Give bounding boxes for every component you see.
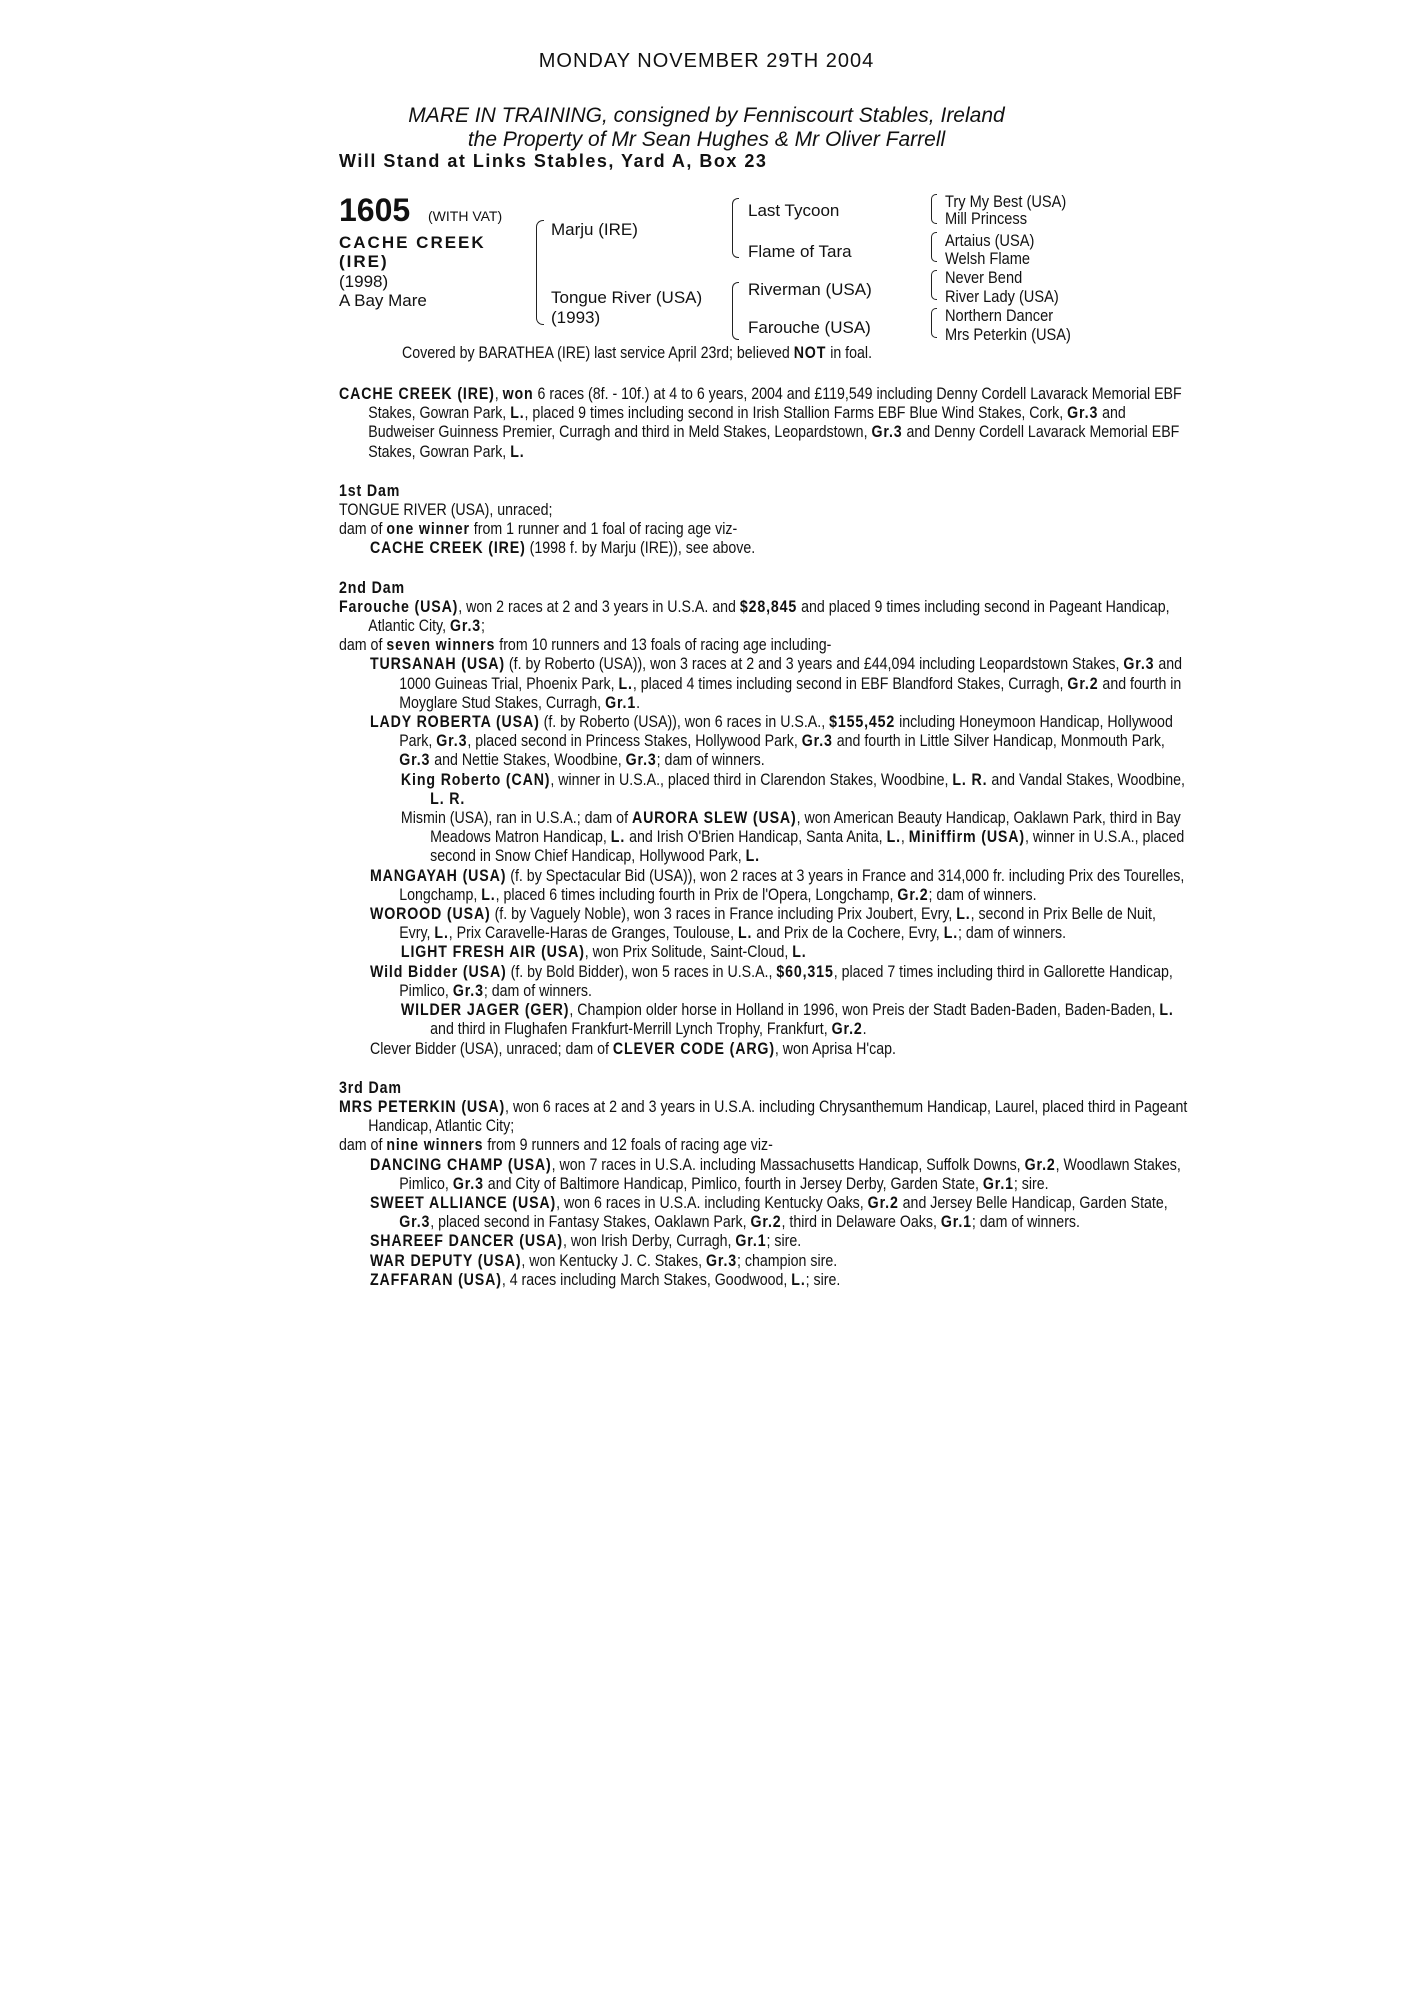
plain-text: and Prix de la Cochere, Evry, bbox=[752, 924, 944, 943]
record-line bbox=[339, 809, 1190, 867]
plain-text: , placed 4 times including second in EBF Blandford Stakes, Curragh, bbox=[632, 674, 1068, 693]
bold-text: Gr.1 bbox=[982, 1174, 1014, 1193]
record-line bbox=[339, 867, 1190, 905]
plain-text: , Prix Caravelle-Haras de Granges, Toulouse, bbox=[448, 924, 738, 943]
sale-date: MONDAY NOVEMBER 29TH 2004 bbox=[538, 50, 875, 72]
plain-text: (f. by Roberto (USA)), won 6 races in U.S.A., bbox=[539, 713, 830, 732]
pedigree-sire: Marju (IRE) bbox=[551, 220, 638, 239]
record-line bbox=[339, 1271, 1190, 1290]
plain-text: and placed 9 times including second in Pageant Handicap, Atlantic City, bbox=[368, 597, 1170, 636]
record-heading-line bbox=[339, 1098, 1190, 1136]
plain-text: and Jersey Belle Handicap, Garden State, bbox=[898, 1193, 1168, 1212]
pedigree-sire-sire: Last Tycoon bbox=[748, 201, 840, 220]
record-line bbox=[339, 1040, 1190, 1059]
covering-note bbox=[402, 344, 872, 363]
bold-text: CACHE CREEK (IRE) bbox=[369, 539, 526, 558]
record-heading-line bbox=[339, 482, 1190, 501]
pedigree-g7: Northern Dancer bbox=[945, 306, 1054, 325]
bold-text: LIGHT FRESH AIR (USA) bbox=[400, 943, 585, 962]
plain-text: ; dam of winners. bbox=[971, 1213, 1080, 1232]
record-line bbox=[339, 1252, 1190, 1271]
plain-text: , third in Delaware Oaks, bbox=[781, 1213, 941, 1232]
bold-text: Gr.2 bbox=[897, 885, 929, 904]
plain-text: ; dam of winners. bbox=[656, 751, 765, 770]
spacer bbox=[339, 462, 1190, 482]
record-line bbox=[339, 1156, 1190, 1194]
bold-text: Gr.3 bbox=[1123, 655, 1155, 674]
pedigree-dam-sire: Riverman (USA) bbox=[748, 280, 872, 299]
bold-text: one winner bbox=[386, 520, 470, 539]
consignment-line-1: MARE IN TRAINING, consigned by Fenniscourt Stables, Ireland bbox=[408, 104, 1005, 127]
plain-text: and Budweiser Guinness Premier, Curragh and third in Meld Stakes, Leopardstown, bbox=[368, 404, 1126, 442]
plain-text: dam of bbox=[339, 636, 387, 655]
plain-text: ; dam of winners. bbox=[958, 924, 1067, 943]
plain-text: (f. by Bold Bidder), won 5 races in U.S.A., bbox=[506, 962, 777, 981]
bold-text: WAR DEPUTY (USA) bbox=[369, 1251, 522, 1270]
record-line bbox=[339, 963, 1190, 1001]
record-line bbox=[339, 1194, 1190, 1232]
plain-text: dam of bbox=[339, 1136, 387, 1155]
bold-text: L. bbox=[610, 828, 626, 847]
bold-text: Gr.3 bbox=[436, 732, 468, 751]
record-line bbox=[339, 636, 1190, 655]
plain-text: from 10 runners and 13 foals of racing age including- bbox=[495, 636, 832, 655]
bold-text: L. bbox=[886, 828, 901, 847]
plain-text: , won Irish Derby, Curragh, bbox=[562, 1232, 736, 1251]
plain-text: , won Kentucky J. C. Stakes, bbox=[521, 1251, 706, 1270]
pedigree-g6: River Lady (USA) bbox=[945, 287, 1059, 306]
bold-text: Gr.3 bbox=[801, 732, 833, 751]
plain-text: and fourth in Moyglare Stud Stakes, Curragh, bbox=[399, 674, 1182, 712]
consignment-line-2: the Property of Mr Sean Hughes & Mr Oliver Farrell bbox=[467, 128, 946, 151]
plain-text: including Honeymoon Handicap, Hollywood Park, bbox=[399, 713, 1173, 751]
plain-text: TONGUE RIVER (USA), unraced; bbox=[339, 501, 553, 520]
bold-text: 2nd Dam bbox=[339, 578, 405, 597]
horse-name-text: CACHE CREEK bbox=[339, 233, 486, 252]
bold-text: L. bbox=[481, 885, 496, 904]
bold-text: 3rd Dam bbox=[339, 1078, 402, 1097]
racing-record bbox=[339, 385, 1189, 1290]
plain-text: , bbox=[900, 828, 909, 847]
plain-text: , winner in U.S.A., placed second in Snow Chief Handicap, Hollywood Park, bbox=[430, 828, 1185, 866]
record-line bbox=[339, 771, 1190, 809]
plain-text: . bbox=[636, 693, 641, 712]
plain-text: and third in Flughafen Frankfurt-Merrill Lynch Trophy, Frankfurt, bbox=[430, 1020, 832, 1039]
pedigree-g5: Never Bend bbox=[945, 268, 1023, 287]
horse-name bbox=[339, 233, 486, 271]
plain-text: , Woodlawn Stakes, Pimlico, bbox=[399, 1155, 1181, 1193]
bold-text: Gr.2 bbox=[750, 1213, 782, 1232]
plain-text: , won 7 races in U.S.A. including Massachusetts Handicap, Suffolk Downs, bbox=[551, 1155, 1025, 1174]
bold-text: nine winners bbox=[386, 1136, 484, 1155]
second-dam-section bbox=[339, 579, 1190, 1059]
covering-text: Covered by BARATHEA (IRE) last service April 23rd; believed bbox=[402, 344, 790, 362]
plain-text: , Champion older horse in Holland in 1996, won Preis der Stadt Baden-Baden, Baden-Baden, bbox=[569, 1001, 1160, 1020]
plain-text: and Denny Cordell Lavarack Memorial EBF Stakes, Gowran Park, bbox=[368, 423, 1180, 461]
plain-text: and Nettie Stakes, Woodbine, bbox=[430, 751, 626, 770]
horse-description: A Bay Mare bbox=[339, 291, 427, 310]
plain-text: (f. by Vaguely Noble), won 3 races in France including Prix Joubert, Evry, bbox=[490, 905, 957, 924]
bold-text: WILDER JAGER (GER) bbox=[400, 1001, 570, 1020]
record-line bbox=[339, 1001, 1190, 1039]
bold-text: L. bbox=[792, 943, 807, 962]
bold-text: L. bbox=[434, 924, 449, 943]
pedigree-sire-dam: Flame of Tara bbox=[748, 242, 852, 261]
bold-text: $60,315 bbox=[776, 962, 834, 981]
plain-text: . bbox=[862, 1020, 867, 1039]
bold-text: DANCING CHAMP (USA) bbox=[369, 1155, 552, 1174]
bold-text: L. bbox=[737, 924, 753, 943]
pedigree-brace-g1 bbox=[931, 194, 937, 224]
main-record bbox=[339, 385, 1190, 462]
plain-text: , won 6 races in U.S.A. including Kentucky Oaks, bbox=[556, 1193, 868, 1212]
bold-text: Gr.3 bbox=[871, 423, 903, 442]
record-line bbox=[339, 1136, 1190, 1155]
plain-text: , bbox=[494, 385, 503, 403]
record-line bbox=[339, 539, 1190, 558]
bold-text: TURSANAH (USA) bbox=[369, 655, 505, 674]
record-line bbox=[339, 501, 1190, 520]
bold-text: Gr.2 bbox=[867, 1193, 899, 1212]
bold-text: Gr.3 bbox=[625, 751, 657, 770]
plain-text: from 9 runners and 12 foals of racing age viz- bbox=[483, 1136, 773, 1155]
pedigree-brace-g4 bbox=[931, 308, 937, 338]
bold-text: Farouche (USA) bbox=[339, 597, 459, 616]
record-heading-line bbox=[339, 598, 1190, 636]
plain-text: , placed 9 times including second in Irish Stallion Farms EBF Blue Wind Stakes, Cork, bbox=[524, 404, 1068, 423]
plain-text: ; bbox=[481, 617, 485, 636]
plain-text: , 4 races including March Stakes, Goodwood, bbox=[501, 1270, 792, 1289]
bold-text: L. bbox=[943, 924, 959, 943]
pedigree-brace-sire bbox=[732, 198, 739, 258]
bold-text: L. R. bbox=[430, 789, 466, 808]
plain-text: , won Prix Solitude, Saint-Cloud, bbox=[584, 943, 793, 962]
bold-text: Gr.3 bbox=[452, 1174, 484, 1193]
record-line bbox=[339, 520, 1190, 539]
bold-text: LADY ROBERTA (USA) bbox=[369, 713, 540, 732]
bold-text: won bbox=[502, 385, 534, 403]
bold-text: SWEET ALLIANCE (USA) bbox=[369, 1193, 557, 1212]
pedigree-g3: Artaius (USA) bbox=[945, 231, 1035, 250]
bold-text: Gr.3 bbox=[1067, 404, 1099, 423]
bold-text: Gr.1 bbox=[735, 1232, 767, 1251]
bold-text: Gr.1 bbox=[605, 693, 637, 712]
bold-text: CLEVER CODE (ARG) bbox=[612, 1039, 775, 1058]
horse-year: (1998) bbox=[339, 272, 389, 291]
bold-text: seven winners bbox=[386, 636, 496, 655]
bold-text: L. bbox=[745, 847, 760, 866]
bold-text: L. bbox=[510, 404, 525, 423]
bold-text: L. bbox=[618, 674, 633, 693]
plain-text: and Irish O'Brien Handicap, Santa Anita, bbox=[625, 828, 887, 847]
record-line bbox=[339, 713, 1190, 771]
plain-text: ; sire. bbox=[805, 1270, 841, 1289]
pedigree-dam-dam: Farouche (USA) bbox=[748, 318, 871, 337]
plain-text: from 1 runner and 1 foal of racing age viz- bbox=[469, 520, 738, 539]
spacer bbox=[339, 559, 1190, 579]
bold-text: Wild Bidder (USA) bbox=[369, 962, 507, 981]
plain-text: , placed second in Princess Stakes, Hollywood Park, bbox=[467, 732, 802, 751]
plain-text: , second in Prix Belle de Nuit, Evry, bbox=[399, 905, 1156, 943]
plain-text: dam of bbox=[339, 520, 387, 539]
horse-country: (IRE) bbox=[339, 252, 389, 271]
third-dam-section bbox=[339, 1079, 1190, 1290]
pedigree-brace-g3 bbox=[931, 270, 937, 300]
plain-text: ; sire. bbox=[766, 1232, 802, 1251]
bold-text: Gr.1 bbox=[940, 1213, 972, 1232]
bold-text: Gr.3 bbox=[705, 1251, 738, 1270]
pedigree-g2: Mill Princess bbox=[945, 209, 1028, 228]
plain-text: , won American Beauty Handicap, Oaklawn Park, third in Bay Meadows Matron Handicap, bbox=[430, 809, 1181, 847]
consignment-info bbox=[0, 104, 1413, 152]
bold-text: SHAREEF DANCER (USA) bbox=[369, 1232, 563, 1251]
pedigree-g1: Try My Best (USA) bbox=[945, 192, 1067, 211]
bold-text: MANGAYAH (USA) bbox=[369, 866, 507, 885]
record-line bbox=[339, 905, 1190, 943]
bold-text: Gr.3 bbox=[399, 751, 431, 770]
bold-text: Gr.2 bbox=[1024, 1155, 1056, 1174]
pedigree-g4: Welsh Flame bbox=[945, 249, 1031, 268]
pedigree-brace-main bbox=[536, 220, 544, 325]
bold-text: CACHE CREEK (IRE) bbox=[339, 385, 495, 403]
record-heading-line bbox=[339, 579, 1190, 598]
bold-text: $155,452 bbox=[829, 713, 896, 732]
bold-text: Gr.2 bbox=[1067, 674, 1099, 693]
plain-text: ; dam of winners. bbox=[483, 981, 592, 1000]
plain-text: and fourth in Little Silver Handicap, Monmouth Park, bbox=[832, 732, 1165, 751]
bold-text: Gr.3 bbox=[452, 981, 484, 1000]
plain-text: , won 2 races at 2 and 3 years in U.S.A. and bbox=[458, 597, 740, 616]
plain-text: ; champion sire. bbox=[737, 1251, 838, 1270]
record-line bbox=[339, 655, 1190, 713]
bold-text: Gr.3 bbox=[449, 617, 482, 636]
plain-text: , won 6 races at 2 and 3 years in U.S.A. including Chrysanthemum Handicap, Laurel, placed third in Pageant Handicap, Atlantic City; bbox=[368, 1097, 1188, 1136]
pedigree-dam-year: (1993) bbox=[551, 308, 601, 327]
bold-text: AURORA SLEW (USA) bbox=[631, 809, 797, 828]
bold-text: Gr.2 bbox=[831, 1020, 863, 1039]
record-heading-line bbox=[339, 1079, 1190, 1098]
plain-text: (1998 f. by Marju (IRE)), see above. bbox=[525, 539, 756, 558]
stand-location: Will Stand at Links Stables, Yard A, Box 23 bbox=[339, 151, 768, 171]
pedigree-brace-dam bbox=[732, 282, 739, 340]
bold-text: WOROOD (USA) bbox=[369, 905, 491, 924]
bold-text: Gr.3 bbox=[399, 1213, 431, 1232]
plain-text: ; dam of winners. bbox=[928, 885, 1037, 904]
pedigree-dam: Tongue River (USA) bbox=[551, 288, 703, 307]
covering-end: in foal. bbox=[830, 344, 873, 362]
record-line bbox=[339, 1232, 1190, 1251]
bold-text: L. bbox=[956, 905, 971, 924]
plain-text: , placed 6 times including fourth in Prix de l'Opera, Longchamp, bbox=[495, 885, 898, 904]
plain-text: 6 races (8f. - 10f.) at 4 to 6 years, 2004 and £119,549 including Denny Cordell Lavarack Memorial EBF Stakes, Gowran Park, bbox=[368, 385, 1182, 423]
plain-text: (f. by Roberto (USA)), won 3 races at 2 and 3 years and £44,094 including Leopardstown Stakes, bbox=[504, 655, 1124, 674]
record-heading-line bbox=[339, 385, 1190, 462]
pedigree-brace-g2 bbox=[931, 232, 937, 262]
plain-text: and 1000 Guineas Trial, Phoenix Park, bbox=[399, 655, 1183, 693]
plain-text: (f. by Spectacular Bid (USA)), won 2 races at 3 years in France and 314,000 fr. including Prix des Tourelles, Longchamp, bbox=[399, 866, 1185, 904]
bold-text: L. bbox=[791, 1270, 806, 1289]
record-line bbox=[339, 943, 1190, 962]
plain-text: and City of Baltimore Handicap, Pimlico, fourth in Jersey Derby, Garden State, bbox=[483, 1174, 983, 1193]
bold-text: L. bbox=[510, 442, 525, 461]
plain-text: Clever Bidder (USA), unraced; dam of bbox=[369, 1039, 613, 1058]
bold-text: Miniffirm (USA) bbox=[908, 828, 1025, 847]
plain-text: , won Aprisa H'cap. bbox=[774, 1039, 896, 1058]
plain-text: and Vandal Stakes, Woodbine, bbox=[987, 770, 1185, 789]
plain-text: Mismin (USA), ran in U.S.A.; dam of bbox=[400, 809, 632, 828]
bold-text: L. bbox=[1159, 1001, 1174, 1020]
bold-text: ZAFFARAN (USA) bbox=[369, 1270, 502, 1289]
first-dam-section bbox=[339, 482, 1190, 559]
plain-text: , placed second in Fantasy Stakes, Oaklawn Park, bbox=[430, 1213, 751, 1232]
bold-text: $28,845 bbox=[739, 597, 798, 616]
plain-text: , placed 7 times including third in Gallorette Handicap, Pimlico, bbox=[399, 962, 1173, 1000]
bold-text: L. R. bbox=[952, 770, 988, 789]
spacer bbox=[339, 1059, 1190, 1079]
lot-vat: (WITH VAT) bbox=[428, 208, 503, 224]
bold-text: MRS PETERKIN (USA) bbox=[339, 1097, 506, 1116]
bold-text: 1st Dam bbox=[339, 481, 401, 500]
bold-text: King Roberto (CAN) bbox=[400, 770, 551, 789]
pedigree-g8: Mrs Peterkin (USA) bbox=[945, 325, 1071, 344]
plain-text: ; sire. bbox=[1013, 1174, 1049, 1193]
lot-number: 1605 bbox=[339, 192, 411, 228]
plain-text: , winner in U.S.A., placed third in Clarendon Stakes, Woodbine, bbox=[550, 770, 953, 789]
covering-not: NOT bbox=[793, 344, 827, 362]
